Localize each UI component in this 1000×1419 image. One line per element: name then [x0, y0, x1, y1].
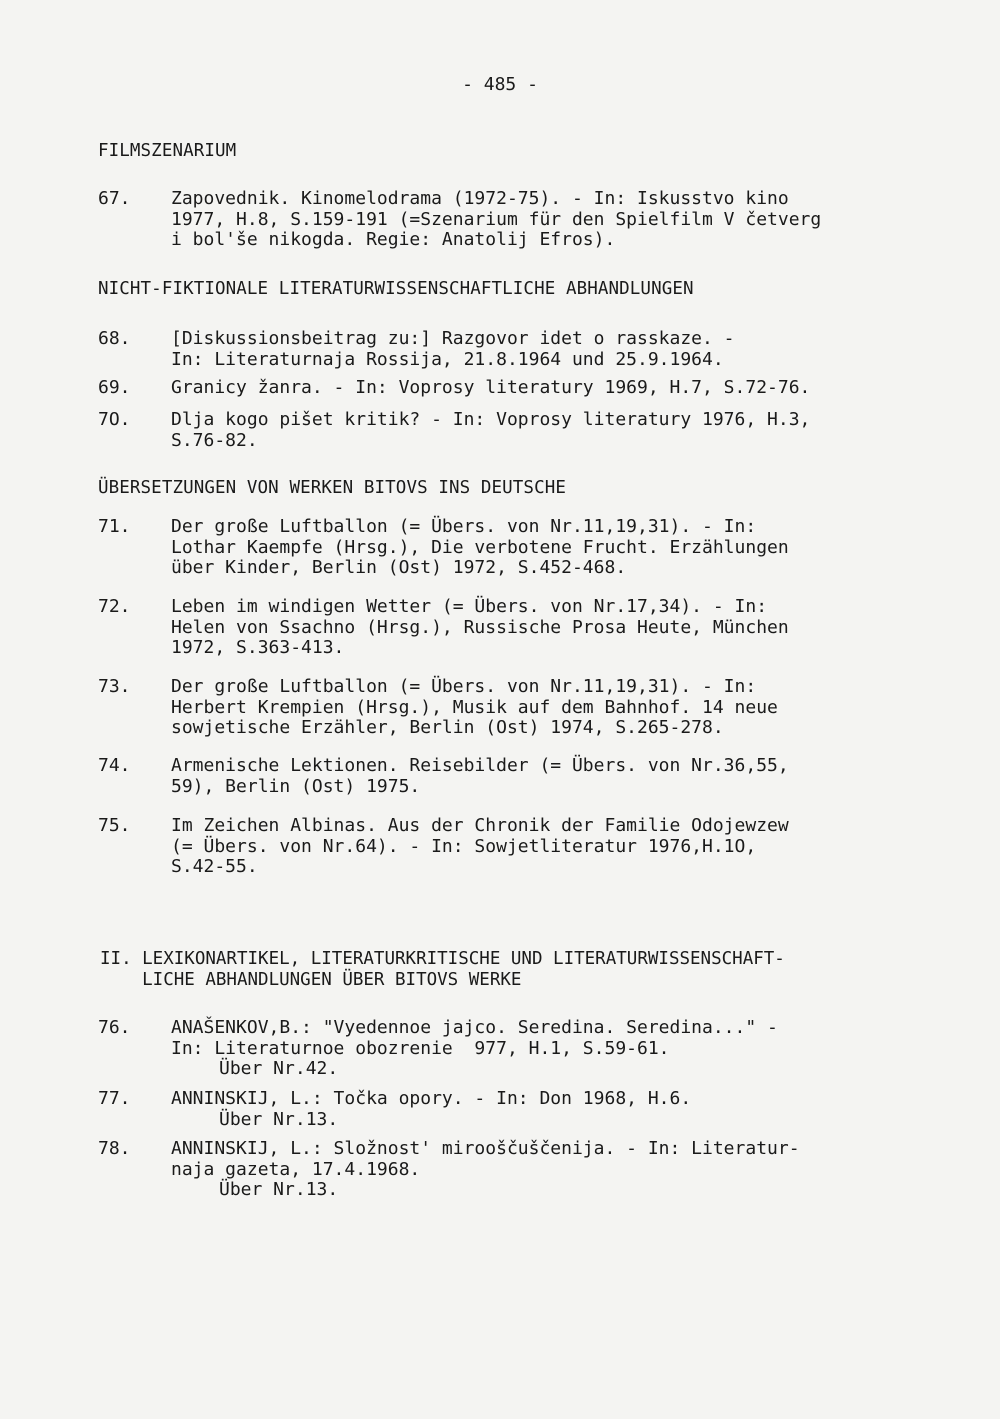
entry-line: [Diskussionsbeitrag zu:] Razgovor idet o rasskaze. -	[171, 328, 735, 349]
section-heading-translations: ÜBERSETZUNGEN VON WERKEN BITOVS INS DEUTSCHE	[98, 478, 566, 498]
entry-number: 74.	[98, 755, 131, 776]
entry-line: i bol'še nikogda. Regie: Anatolij Efros).	[171, 229, 616, 250]
entry-number: 68.	[98, 328, 131, 349]
entry-number: 78.	[98, 1138, 131, 1159]
entry-number: 69.	[98, 377, 131, 398]
entry-line: In: Literaturnoe obozrenie 977, H.1, S.59-61.	[171, 1037, 670, 1059]
entry-line: Herbert Krempien (Hrsg.), Musik auf dem Bahnhof. 14 neue	[171, 696, 778, 718]
entry-line: ANAŠENKOV,B.: "Vyedennoe jajco. Seredina. Seredina..." -	[171, 1017, 778, 1038]
entry-number: 77.	[98, 1088, 131, 1109]
entry-line: Der große Luftballon (= Übers. von Nr.11,19,31). - In:	[171, 676, 757, 697]
entry-line: Zapovednik. Kinomelodrama (1972-75). - In: Iskusstvo kino	[171, 188, 789, 209]
entry-line: S.42-55.	[171, 856, 258, 877]
part-two-heading-line: LICHE ABHANDLUNGEN ÜBER BITOVS WERKE	[100, 970, 522, 990]
entry-note: Über Nr.13.	[219, 1108, 339, 1130]
entry-line: 1977, H.8, S.159-191 (=Szenarium für den Spielfilm V četverg	[171, 208, 822, 230]
part-two-heading-line: II. LEXIKONARTIKEL, LITERATURKRITISCHE UND LITERATURWISSENSCHAFT-	[100, 949, 785, 969]
entry-line: Granicy žanra. - In: Voprosy literatury 1969, H.7, S.72-76.	[171, 377, 811, 398]
part-two-heading	[100, 949, 785, 991]
entry-line: Im Zeichen Albinas. Aus der Chronik der Familie Odojewzew	[171, 815, 789, 836]
entry-number: 73.	[98, 676, 131, 697]
entry-number: 75.	[98, 815, 131, 836]
page-number: - 485 -	[462, 74, 538, 95]
entry-line: Der große Luftballon (= Übers. von Nr.11,19,31). - In:	[171, 516, 757, 537]
entry-number: 76.	[98, 1017, 131, 1038]
entry-line: Helen von Ssachno (Hrsg.), Russische Prosa Heute, München	[171, 616, 789, 638]
entry-line: Armenische Lektionen. Reisebilder (= Übers. von Nr.36,55,	[171, 755, 789, 776]
entry-line: naja gazeta, 17.4.1968.	[171, 1158, 421, 1180]
entry-number: 7O.	[98, 409, 131, 430]
entry-number: 72.	[98, 596, 131, 617]
entry-number: 67.	[98, 188, 131, 209]
entry-line: 59), Berlin (Ost) 1975.	[171, 775, 421, 797]
section-heading-filmszenarium: FILMSZENARIUM	[98, 141, 237, 161]
entry-line: über Kinder, Berlin (Ost) 1972, S.452-468.	[171, 557, 627, 578]
entry-line: Leben im windigen Wetter (= Übers. von Nr.17,34). - In:	[171, 596, 768, 617]
entry-line: Dlja kogo pišet kritik? - In: Voprosy literatury 1976, H.3,	[171, 409, 811, 430]
entry-line: (= Übers. von Nr.64). - In: Sowjetliteratur 1976,H.1O,	[171, 835, 757, 857]
entry-line: 1972, S.363-413.	[171, 637, 345, 658]
entry-note: Über Nr.42.	[219, 1058, 339, 1079]
entry-note: Über Nr.13.	[219, 1179, 339, 1200]
entry-number: 71.	[98, 516, 131, 537]
entry-line: ANNINSKIJ, L.: Točka opory. - In: Don 1968, H.6.	[171, 1088, 692, 1109]
entry-line: S.76-82.	[171, 429, 258, 451]
section-heading-nonfiction: NICHT-FIKTIONALE LITERATURWISSENSCHAFTLICHE ABHANDLUNGEN	[98, 279, 694, 299]
entry-line: sowjetische Erzähler, Berlin (Ost) 1974, S.265-278.	[171, 717, 724, 738]
entry-line: In: Literaturnaja Rossija, 21.8.1964 und 25.9.1964.	[171, 348, 724, 370]
entry-line: Lothar Kaempfe (Hrsg.), Die verbotene Frucht. Erzählungen	[171, 536, 789, 558]
entry-line: ANNINSKIJ, L.: Složnost' mirooščuščenija. - In: Literatur-	[171, 1138, 800, 1159]
